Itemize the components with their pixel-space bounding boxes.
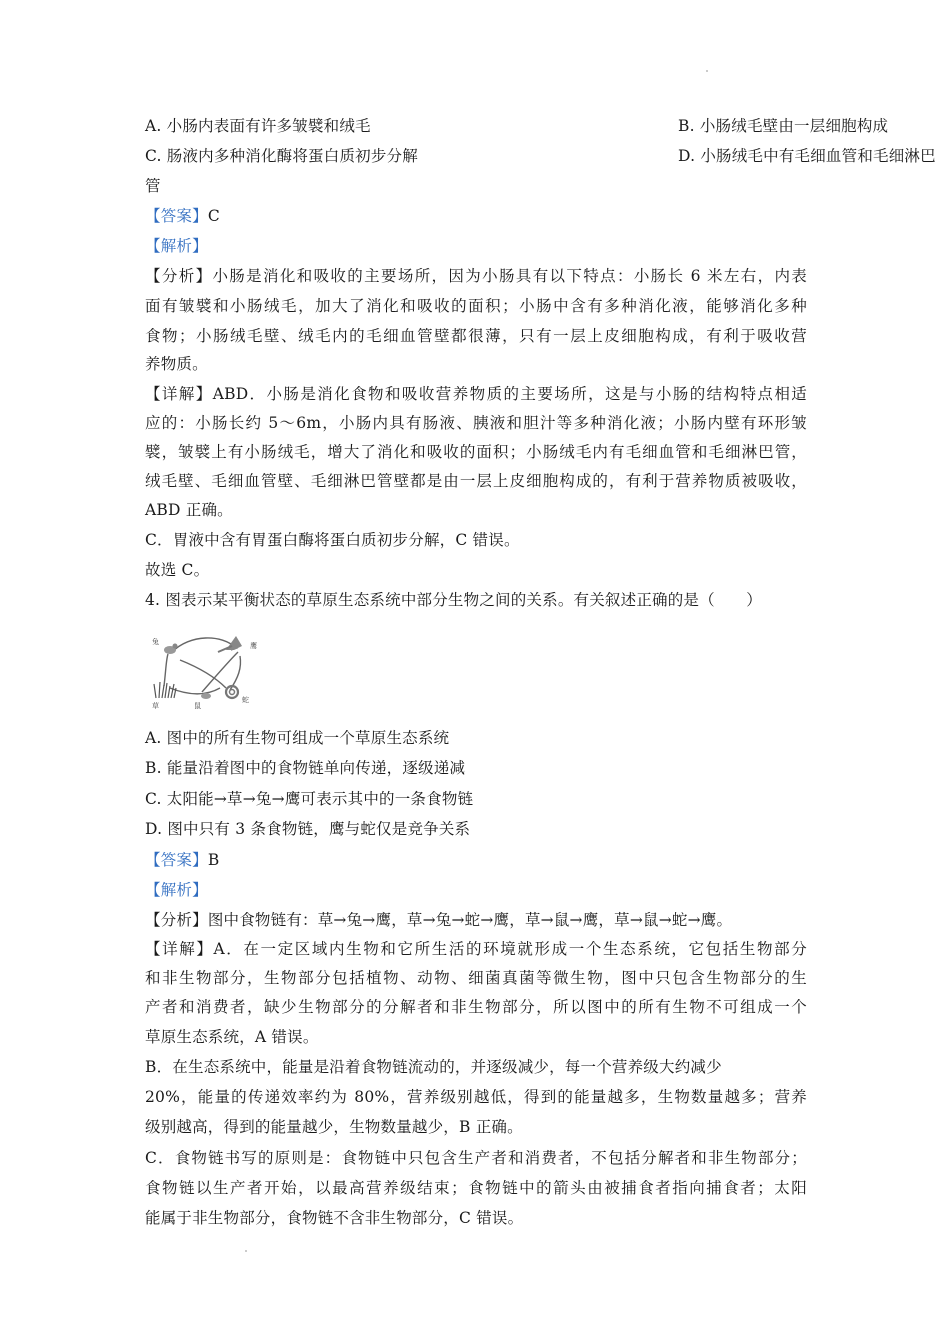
- final-choice: 故选 C。: [145, 561, 210, 579]
- analysis-line: 【分析】小肠是消化和吸收的主要场所，因为小肠具有以下特点：小肠长 6 米左右，内表: [145, 267, 807, 285]
- answer-label: 【答案】: [145, 207, 208, 225]
- rabbit-head: [173, 644, 178, 649]
- label-grass: 草: [152, 702, 159, 710]
- analysis-line: 食物；小肠绒毛壁、绒毛内的毛细血管壁都很薄，只有一层上皮细胞构成，有利于吸收营: [145, 327, 807, 345]
- food-web-figure: [150, 630, 262, 710]
- q3-answer-line: [145, 206, 220, 226]
- answer-value: C: [207, 207, 220, 225]
- analysis-label: 【解析】: [145, 237, 208, 255]
- detail-line: 【详解】A．在一定区域内生物和它所生活的环境就形成一个生态系统，它包括生物部分: [145, 940, 807, 958]
- q3-option-row-1: [145, 116, 889, 136]
- q3-option-a: A. 小肠内表面有许多皱襞和绒毛: [145, 117, 371, 135]
- detail-line: 绒毛壁、毛细血管壁、毛细淋巴管壁都是由一层上皮细胞构成的，有利于营养物质被吸收，: [145, 472, 807, 490]
- detail-line: 应的：小肠长约 5～6m，小肠内具有肠液、胰液和胆汁等多种消化液；小肠内壁有环形皱: [145, 414, 807, 432]
- detail-line: ABD 正确。: [145, 501, 233, 519]
- q3-option-d-continued: 管: [145, 177, 161, 195]
- analysis-tag: 【分析】: [145, 911, 208, 929]
- answer-value: B: [207, 851, 220, 869]
- q3-option-row-2: [145, 146, 936, 166]
- detail-line: 草原生态系统，A 错误。: [145, 1028, 319, 1046]
- arrow-rabbit-to-snake: [180, 660, 226, 688]
- q4-option-a: A. 图中的所有生物可组成一个草原生态系统: [145, 729, 450, 747]
- analysis-line: 面有皱襞和小肠绒毛，加大了消化和吸收的面积；小肠中含有多种消化液，能够消化多种: [145, 297, 807, 315]
- label-mouse: 鼠: [194, 702, 201, 710]
- arrow-snake-to-eagle: [230, 656, 241, 690]
- detail-line: 能属于非生物部分，食物链不含非生物部分，C 错误。: [145, 1209, 524, 1227]
- detail-line: 食物链以生产者开始，以最高营养级结束；食物链中的箭头由被捕食者指向捕食者；太阳: [145, 1179, 807, 1197]
- detail-line: 和非生物部分，生物部分包括植物、动物、细菌真菌等微生物，图中只包含生物部分的生: [145, 969, 807, 987]
- detail-line: 【详解】ABD．小肠是消化食物和吸收营养物质的主要场所，这是与小肠的结构特点相适: [145, 385, 807, 403]
- q3-option-c: C. 肠液内多种消化酶将蛋白质初步分解: [145, 147, 418, 165]
- detail-line: B．在生态系统中，能量是沿着食物链流动的，并逐级减少，每一个营养级大约减少: [145, 1058, 722, 1076]
- analysis-line: 【分析】图中食物链有：草→兔→鹰，草→兔→蛇→鹰，草→鼠→鹰，草→鼠→蛇→鹰。: [145, 911, 733, 929]
- q4-option-d: D. 图中只有 3 条食物链，鹰与蛇仅是竞争关系: [145, 820, 471, 838]
- label-rabbit: 兔: [152, 638, 159, 646]
- analysis-tag: 【分析】: [145, 267, 213, 285]
- detail-line: 20%，能量的传递效率约为 80%，营养级别越低，得到的能量越多，生物数量越多；营养: [145, 1088, 807, 1106]
- q4-stem: 4. 图表示某平衡状态的草原生态系统中部分生物之间的关系。有关叙述正确的是（ ）: [145, 591, 762, 609]
- detail-line: 级别越高，得到的能量越少，生物数量越少，B 正确。: [145, 1118, 523, 1136]
- q4-option-c: C. 太阳能→草→兔→鹰可表示其中的一条食物链: [145, 790, 474, 808]
- analysis-label: 【解析】: [145, 881, 208, 899]
- arrow-grass-to-mouse: [170, 688, 220, 694]
- detail-line: 襞，皱襞上有小肠绒毛，增大了消化和吸收的面积；小肠绒毛内有毛细血管和毛细淋巴管，: [145, 443, 807, 461]
- scan-speck-bottom: [245, 1250, 247, 1252]
- label-eagle: 鹰: [250, 642, 257, 650]
- label-snake: 蛇: [242, 696, 249, 704]
- arrow-grass-to-rabbit: [164, 654, 168, 686]
- detail-tag: 【详解】: [145, 385, 213, 403]
- detail-c-note: C．胃液中含有胃蛋白酶将蛋白质初步分解，C 错误。: [145, 531, 520, 549]
- detail-tag: 【详解】: [145, 940, 214, 958]
- detail-line: 产者和消费者，缺少生物部分的分解者和非生物部分，所以图中的所有生物不可组成一个: [145, 998, 807, 1016]
- q4-option-b: B. 能量沿着图中的食物链单向传递，逐级递减: [145, 759, 466, 777]
- analysis-line: 养物质。: [145, 355, 208, 373]
- detail-line: C．食物链书写的原则是：食物链中只包含生产者和消费者，不包括分解者和非生物部分；: [145, 1149, 807, 1167]
- scan-speck-top: [706, 70, 708, 72]
- q4-answer-line: [145, 850, 219, 870]
- mouse-shape: [201, 693, 211, 699]
- answer-label: 【答案】: [145, 851, 208, 869]
- q3-option-b: B. 小肠绒毛壁由一层细胞构成: [678, 117, 889, 135]
- q3-option-d: D. 小肠绒毛中有毛细血管和毛细淋巴: [678, 147, 936, 165]
- grass-shape: [154, 682, 176, 698]
